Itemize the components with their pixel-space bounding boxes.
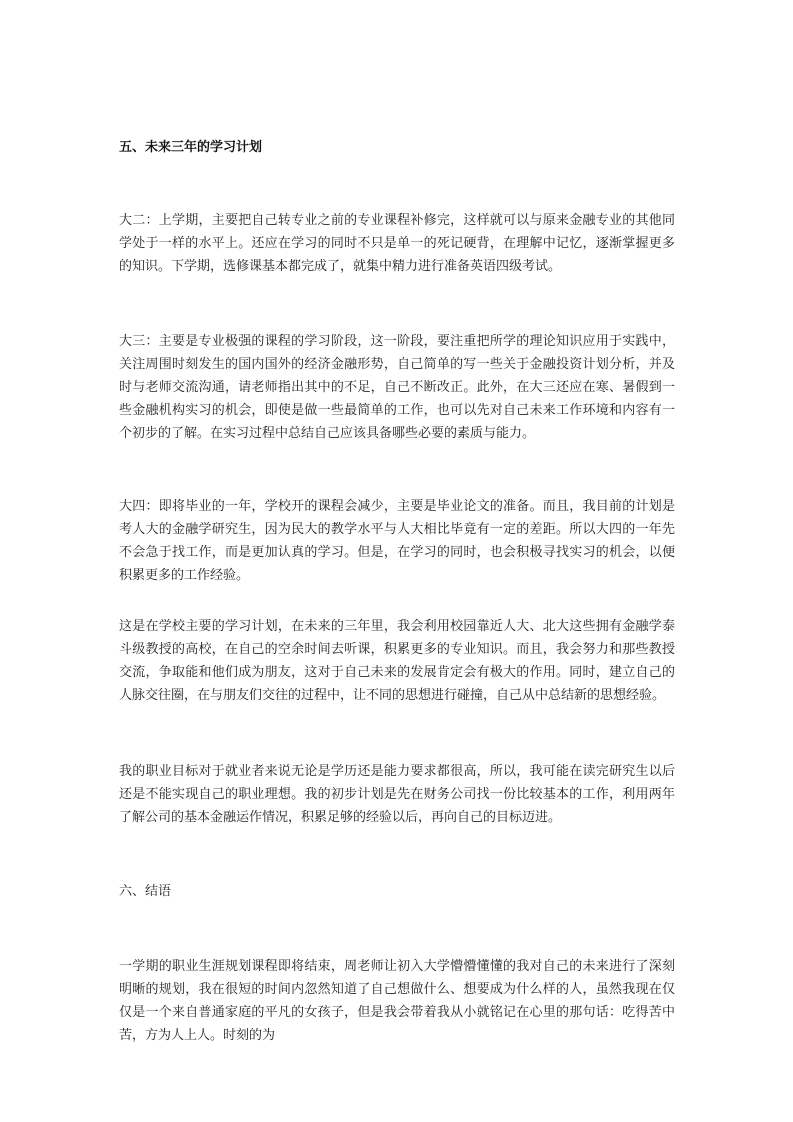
section-6-heading: 六、结语 [119, 884, 172, 899]
paragraph-conclusion: 一学期的职业生涯规划课程即将结束，周老师让初入大学懵懵懂懂的我对自己的未来进行了深刻明晰的规划，我在很短的时间内忽然知道了自己想做什么、想要成为什么样的人，虽然我现在仅仅是一个来自普通家庭的平凡的女孩子，但是我会带着我从小就铭记在心里的那句话：吃得苦中苦，方为人上人。时刻的为 [119, 959, 675, 1043]
paragraph-campus-study-plan: 这是在学校主要的学习计划，在未来的三年里，我会利用校园靠近人大、北大这些拥有金融学泰斗级教授的高校，在自己的空余时间去听课，积累更多的专业知识。而且，我会努力和那些教授交流，争取能和他们成为朋友，这对于自己未来的发展肯定会有极大的作用。同时，建立自己的人脉交往圈，在与朋友们交往的过程中，让不同的思想进行碰撞，自己从中总结新的思想经验。 [119, 619, 675, 703]
section-5-heading: 五、未来三年的学习计划 [119, 140, 263, 155]
paragraph-career-goal: 我的职业目标对于就业者来说无论是学历还是能力要求都很高，所以，我可能在读完研究生以后还是不能实现自己的职业理想。我的初步计划是先在财务公司找一份比较基本的工作，利用两年了解公司的基本金融运作情况，积累足够的经验以后，再向自己的目标迈进。 [119, 764, 675, 825]
paragraph-senior-plan: 大四：即将毕业的一年，学校开的课程会减少，主要是毕业论文的准备。而且，我目前的计划是考人大的金融学研究生，因为民大的教学水平与人大相比毕竟有一定的差距。所以大四的一年先不会急于找工作，而是更加认真的学习。但是，在学习的同时，也会积极寻找实习的机会，以便积累更多的工作经验。 [119, 499, 675, 583]
paragraph-junior-plan: 大三：主要是专业极强的课程的学习阶段，这一阶段，要注重把所学的理论知识应用于实践中，关注周围时刻发生的国内国外的经济金融形势，自己简单的写一些关于金融投资计划分析，并及时与老师交流沟通，请老师指出其中的不足，自己不断改正。此外，在大三还应在寒、暑假到一些金融机构实习的机会，即使是做一些最简单的工作，也可以先对自己未来工作环境和内容有一个初步的了解。在实习过程中总结自己应该具备哪些必要的素质与能力。 [119, 334, 675, 441]
paragraph-sophomore-plan: 大二：上学期，主要把自己转专业之前的专业课程补修完，这样就可以与原来金融专业的其他同学处于一样的水平上。还应在学习的同时不只是单一的死记硬背，在理解中记忆，逐渐掌握更多的知识。下学期，选修课基本都完成了，就集中精力进行准备英语四级考试。 [119, 213, 675, 274]
